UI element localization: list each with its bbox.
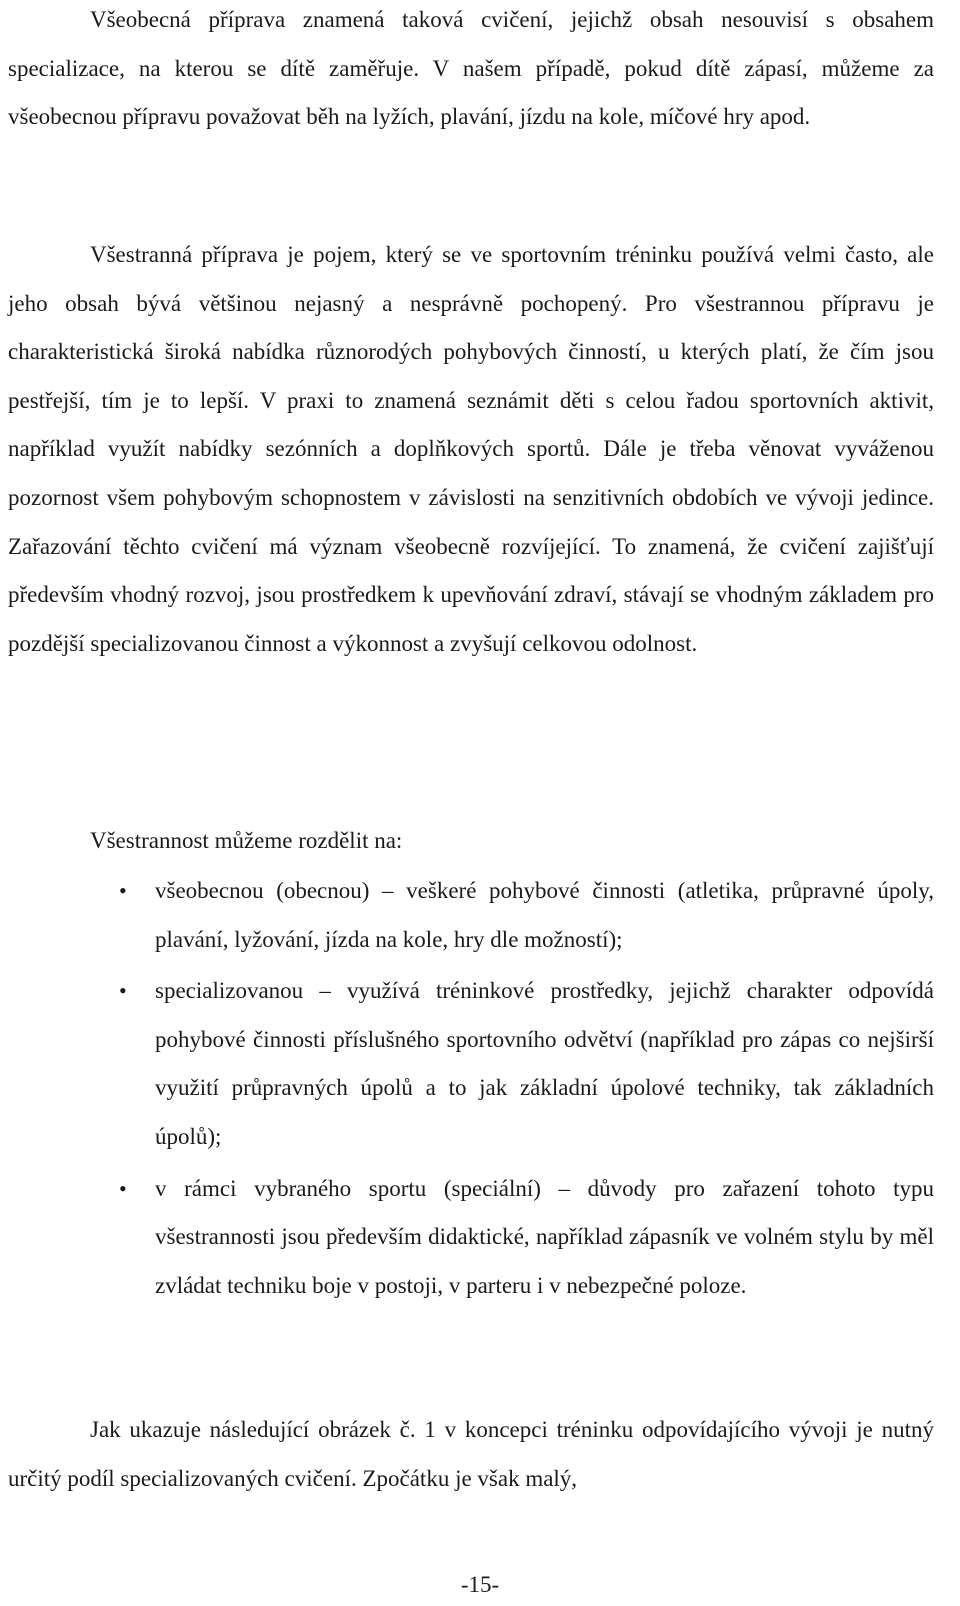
list-item	[8, 867, 934, 964]
bullet-icon: •	[119, 878, 127, 903]
paragraph-versatility-division: Všestrannost můžeme rozdělit na:	[90, 828, 403, 853]
paragraph-general-preparation: Všeobecná příprava znamená taková cvičení, jejichž obsah nesouvisí s obsahem specializace, na kterou se dítě zaměřuje. V našem případě, pokud dítě zápasí, můžeme za všeobecnou přípravu považovat běh na lyžích, plavání, jízdu na kole, míčové hry apod.	[8, 7, 934, 130]
list-item-text: v rámci vybraného sportu (speciální) – důvody pro zařazení tohoto typu všestrannosti jsou především didaktické, například zápasník ve volném stylu by měl zvládat techniku boje v postoji, v parteru i v nebezpečné poloze.	[155, 1175, 934, 1298]
bullet-icon: •	[119, 978, 127, 1004]
list-item-text: všeobecnou (obecnou) – veškeré pohybové činnosti (atletika, průpravné úpoly, plavání, lyžování, jízda na kole, hry dle možností);	[155, 878, 934, 952]
versatility-list	[8, 867, 934, 1313]
paragraph-versatile-preparation: Všestranná příprava je pojem, který se ve sportovním tréninku používá velmi často, ale jeho obsah bývá většinou nejasný a nesprávně pochopený. Pro všestrannou přípravu je charakteristická široká nabídka různorodých pohybových činností, u kterých platí, že čím jsou pestřejší, tím je to lepší. V praxi to znamená seznámit děti s celou řadou sportovních aktivit, například využít nabídky sezónních a doplňkových sportů. Dále je třeba věnovat vyváženou pozornost všem pohybovým schopnostem v závislosti na senzitivních obdobích ve vývoji jedince. Zařazování těchto cvičení má význam všeobecně rozvíjející. To znamená, že cvičení zajišťují především vhodný rozvoj, jsou prostředkem k upevňování zdraví, stávají se vhodným základem pro pozdější specializovanou činnost a výkonnost a zvyšují celkovou odolnost.	[8, 242, 934, 656]
page-number: -15-	[460, 1572, 500, 1597]
bullet-icon: •	[119, 1175, 127, 1201]
list-item	[8, 1165, 934, 1311]
paragraph-figure-reference: Jak ukazuje následující obrázek č. 1 v koncepci tréninku odpovídajícího vývoji je nutný určitý podíl specializovaných cvičení. Zpočátku je však malý,	[8, 1417, 934, 1491]
list-item-text: specializovanou – využívá tréninkové prostředky, jejichž charakter odpovídá pohybové činnosti příslušného sportovního odvětví (například pro zápas co nejširší využití průpravných úpolů a to jak základní úpolové techniky, tak základních úpolů);	[155, 978, 934, 1149]
list-item	[8, 967, 934, 1161]
